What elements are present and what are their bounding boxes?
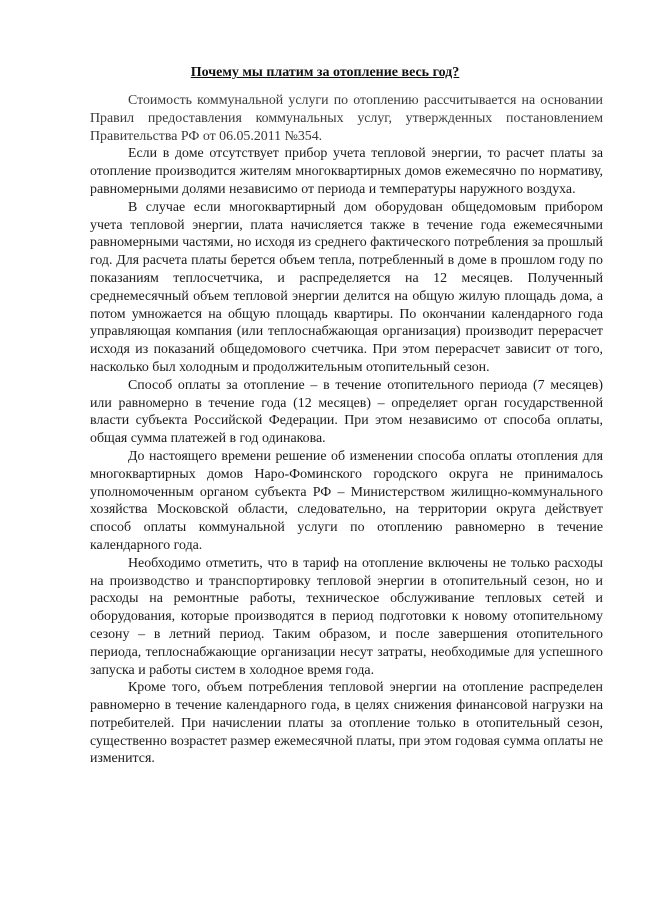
paragraph-tariff-costs: Необходимо отметить, что в тариф на отопление включены не только расходы на производство и транспортировку тепловой энергии в отопительный сезон, но и расходы на ремонтные работы, техническое обслуживание тепловых сетей и оборудования, которые производятся в период подготовки к новому отопительному сезону – в летний период. Таким образом, и после завершения отопительного периода, теплоснабжающие организации несут затраты, необходимые для успешного запуска и работы систем в холодное время года. [90,555,603,678]
paragraph-no-meter: Если в доме отсутствует прибор учета тепловой энергии, то расчет платы за отопление производится жителям многоквартирных домов ежемесячно по нормативу, равномерными долями независимо от периода и температуры наружного воздуха. [90,146,603,197]
paragraph-naro-fominsk: До настоящего времени решение об изменении способа оплаты отопления для многоквартирных домов Наро-Фоминского городского округа не принималось уполномоченным органом субъекта РФ – Министерством жилищно-коммунального хозяйства Московской области, следовательно, на территории округа действует способ оплаты коммунальной услуги по отоплению равномерно в течение календарного года. [90,448,603,553]
paragraph-payment-method: Способ оплаты за отопление – в течение отопительного периода (7 месяцев) или равномерно в течение года (12 месяцев) – определяет орган государственной власти субъекта Российской Федерации. При этом независимо от способа оплаты, общая сумма платежей в год одинакова. [90,377,603,447]
paragraph-conclusion: Кроме того, объем потребления тепловой энергии на отопление распределен равномерно в течение календарного года, в целях снижения финансовой нагрузки на потребителей. При начислении платы за отопление только в отопительный сезон, существенно возрастет размер ежемесячной платы, при этом годовая сумма оплаты не изменится. [90,680,603,767]
document-title: Почему мы платим за отопление весь год? [190,65,460,80]
paragraph-with-meter: В случае если многоквартирный дом оборудован общедомовым прибором учета тепловой энергии, плата начисляется также в течение года ежемесячными равномерными частями, но исходя из среднего фактического потребления за прошлый год. Для расчета платы берется объем тепла, потребленный в доме в прошлом году по показаниям теплосчетчика, и распределяется на 12 месяцев. Полученный среднемесячный объем тепловой энергии делится на общую жилую площадь дома, а потом умножается на общую площадь квартиры. По окончании календарного года управляющая компания (или теплоснабжающая организация) производит перерасчет исходя из показаний общедомового счетчика. При этом перерасчет зависит от того, насколько был холодным и продолжительным отопительный сезон. [90,199,603,375]
paragraph-legal-basis: Стоимость коммунальной услуги по отоплению рассчитывается на основании Правил предоставления коммунальных услуг, утвержденных постановлением Правительства РФ от 06.05.2011 №354. [90,93,603,144]
document-body [90,92,603,768]
